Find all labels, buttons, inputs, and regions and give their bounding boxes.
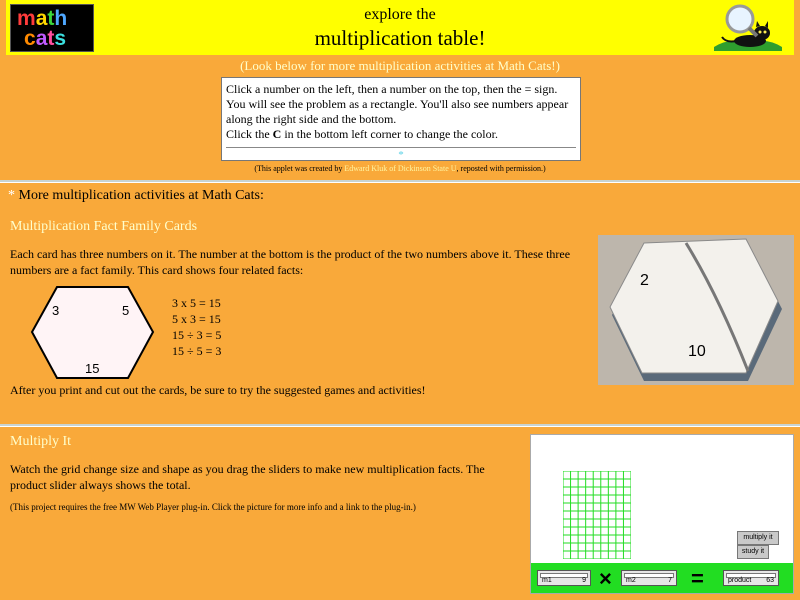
m1-slider-value: 9: [582, 577, 586, 584]
hint-bold-c: C: [272, 127, 282, 141]
fact-item: 15 ÷ 5 = 3: [172, 344, 222, 358]
more-activities-heading: [8, 188, 264, 204]
fact-item: 15 ÷ 3 = 5: [172, 328, 222, 342]
m2-slider[interactable]: [621, 570, 677, 586]
product-slider-value: 63: [766, 577, 774, 584]
multiply-it-title[interactable]: Multiply It: [10, 434, 72, 449]
card-number-top-left: 3: [52, 303, 60, 318]
more-activities-note: (Look below for more multiplication activities at Math Cats!): [240, 58, 560, 73]
multiply-it-description: Watch the grid change size and shape as you drag the sliders to make new multiplication facts. The product slider always shows the total.: [10, 462, 485, 492]
multiplication-grid: [563, 471, 631, 559]
m1-slider-label: m1: [542, 577, 552, 584]
slider-bar: [531, 563, 793, 593]
fact-list: [172, 295, 221, 359]
card-number-top-right: 5: [122, 303, 130, 318]
section-divider: [0, 424, 800, 427]
fact-family-title[interactable]: Multiplication Fact Family Cards: [10, 219, 198, 234]
header-banner: [6, 0, 794, 55]
logo-char: s: [54, 27, 67, 50]
instructions-color-hint: [226, 127, 576, 142]
credit-link[interactable]: Edward Kluk of Dickinson State U: [344, 164, 457, 173]
times-icon: ×: [599, 566, 612, 591]
photo-number-bottom: 10: [688, 343, 706, 360]
fact-item: 5 x 3 = 15: [172, 312, 221, 326]
photo-number-top: 2: [640, 272, 649, 289]
fact-card-photo[interactable]: [598, 235, 794, 385]
hexagon-card: [30, 285, 155, 380]
hint-post: in the bottom left corner to change the color.: [281, 127, 498, 141]
m2-slider-value: 7: [668, 577, 672, 584]
equals-icon: =: [691, 566, 704, 591]
more-label: More multiplication activities at Math Cats:: [15, 188, 264, 203]
logo-char: t: [47, 27, 55, 50]
instructions-divider: [226, 147, 576, 148]
logo-char: a: [35, 7, 48, 30]
applet-credit: [0, 164, 800, 173]
multiply-it-button[interactable]: multiply it: [737, 531, 779, 545]
logo-char: t: [47, 7, 55, 30]
study-it-button[interactable]: study it: [737, 545, 769, 559]
section-divider: [0, 180, 800, 183]
fact-family-description: Each card has three numbers on it. The number at the bottom is the product of the two numbers above it. These three numbers are a fact family. This card shows four related facts:: [10, 247, 571, 277]
instructions-star: *: [398, 149, 404, 161]
more-star: *: [8, 188, 15, 203]
multiply-it-note: (This project requires the free MW Web Player plug-in. Click the picture for more info and a link to the plug-in.): [10, 502, 416, 512]
multiply-it-app-preview[interactable]: [530, 434, 794, 594]
logo-char: h: [54, 7, 68, 30]
logo-char: m: [17, 7, 36, 30]
logo-char: a: [35, 27, 48, 50]
credit-pre: (This applet was created by: [254, 164, 345, 173]
hint-pre: Click the: [226, 127, 273, 141]
product-slider[interactable]: [723, 570, 779, 586]
logo-char: c: [24, 27, 36, 50]
card-number-bottom: 15: [85, 361, 100, 376]
cat-magnifier-icon: [710, 3, 786, 53]
fact-item: 3 x 5 = 15: [172, 296, 221, 310]
m1-slider[interactable]: [537, 570, 591, 586]
page-title: multiplication table!: [314, 26, 486, 50]
product-slider-label: product: [728, 577, 752, 584]
credit-post: , reposted with permission.): [456, 164, 546, 173]
m2-slider-label: m2: [626, 577, 636, 584]
instructions-text: Click a number on the left, then a number on the top, then the = sign. You will see the problem as a rectangle. You'll also see numbers appear along the right side and the bottom.: [226, 82, 569, 126]
fact-family-after-text: After you print and cut out the cards, be sure to try the suggested games and activities!: [10, 383, 426, 397]
title-line1: explore the: [364, 6, 436, 23]
instructions-box: [221, 77, 581, 161]
